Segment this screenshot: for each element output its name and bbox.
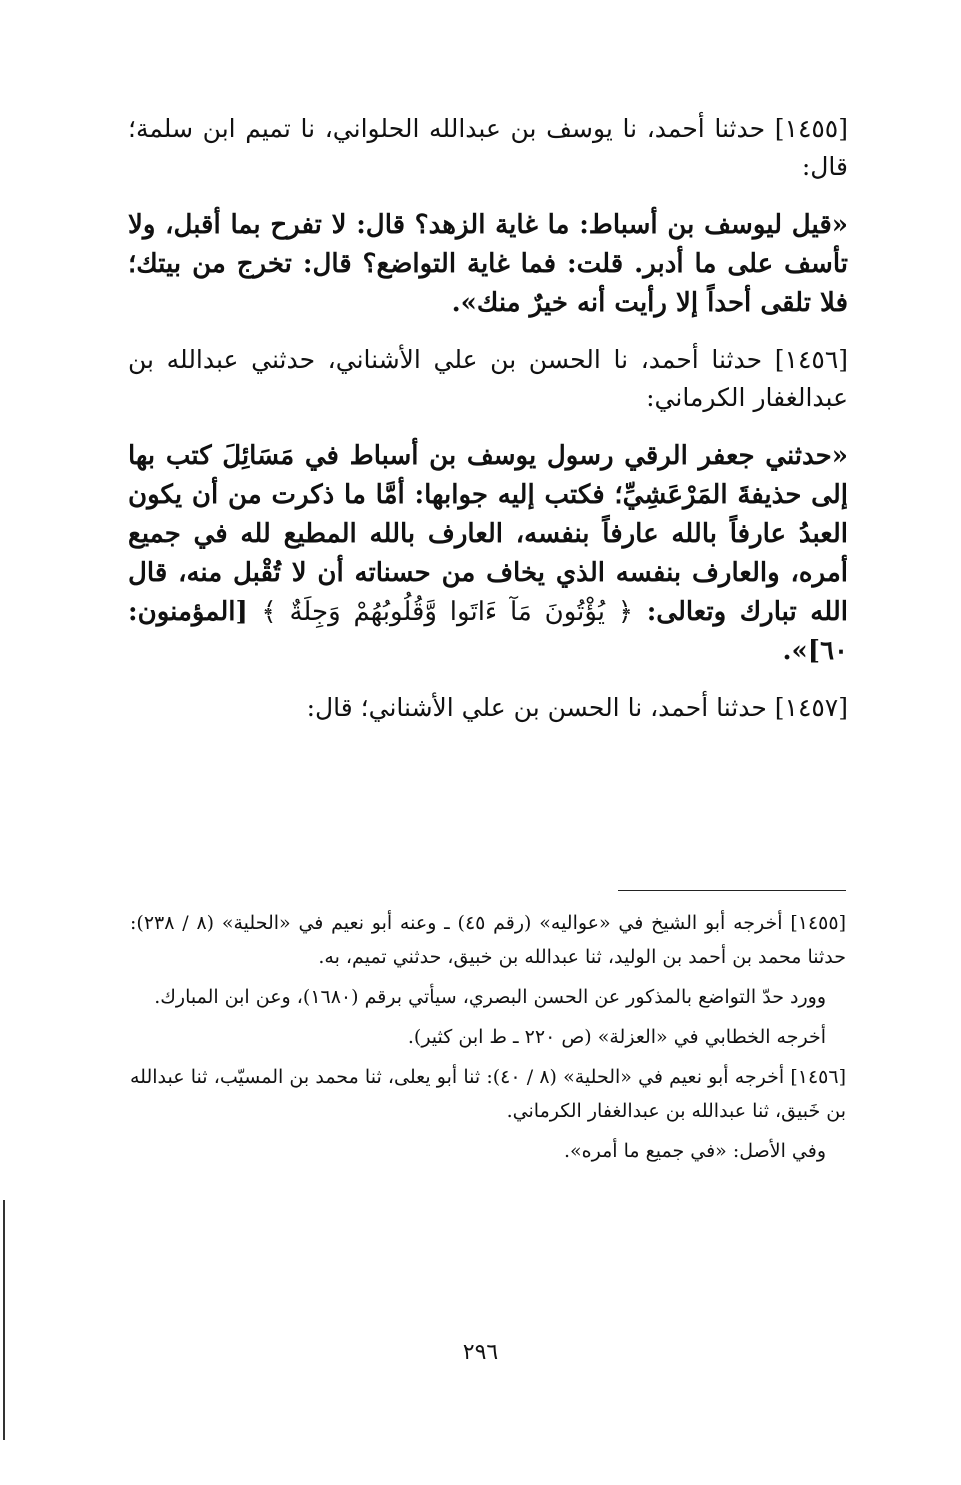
footnote-divider bbox=[618, 890, 846, 891]
quote-1455 bbox=[128, 206, 848, 323]
quran-verse: ﴿ يُؤْتُونَ مَآ ءَاتَوا وَّقُلُوبُهُمْ وَجِلَةٌ ﴾ bbox=[261, 597, 634, 627]
footnote-1456: [١٤٥٦] أخرجه أبو نعيم في «الحلية» (٨ / ٤٠): ثنا أبو يعلى، ثنا محمد بن المسيّب، ثنا عبدالله بن خَبيق، ثنا عبدالله بن عبدالغفار الكرماني. bbox=[130, 1066, 846, 1122]
isnad-text: حدثنا أحمد، نا الحسن بن علي الأشناني؛ قال: bbox=[306, 693, 767, 722]
hadith-number: [١٤٥٦] bbox=[774, 345, 849, 374]
quote-1456 bbox=[128, 437, 848, 671]
page-number: ٢٩٦ bbox=[462, 1340, 499, 1365]
hadith-number: [١٤٥٥] bbox=[774, 114, 848, 143]
narration-1457 bbox=[128, 689, 848, 727]
isnad-text: حدثنا أحمد، نا الحسن بن علي الأشناني، حدثني عبدالله بن عبدالغفار الكرماني: bbox=[128, 345, 848, 412]
narration-1456 bbox=[128, 341, 848, 417]
quote-text: «حدثني جعفر الرقي رسول يوسف بن أسباط في مَسَائِلَ كتب بها إلى حذيفةَ المَرْعَشِيِّ؛ فكتب إليه جوابها: أمَّا ما ذكرت من أن يكون العبدُ عارفاً بالله عارفاً بنفسه، العارف بالله المطيع لله في جميع أمره، والعارف بنفسه الذي يخاف من حسناته أن لا تُقْبل منه، قال الله تبارك وتعالى: bbox=[128, 441, 849, 627]
footnote-note: وفي الأصل: «في جميع ما أمره». bbox=[564, 1140, 826, 1162]
narration-1455 bbox=[128, 110, 848, 186]
verse-citation: [المؤمنون: ٦٠]». bbox=[128, 597, 848, 666]
footnote-1455: [١٤٥٥] أخرجه أبو الشيخ في «عواليه» (رقم ٤٥) ـ وعنه أبو نعيم في «الحلية» (٨ / ٢٣٨): حدثنا محمد بن أحمد بن الوليد، ثنا عبدالله بن خبيق، حدثني تميم، به. bbox=[130, 912, 847, 968]
footnotes bbox=[130, 906, 846, 1174]
footnote-note: وورد حدّ التواضع بالمذكور عن الحسن البصري، سيأتي برقم (١٦٨٠)، وعن ابن المبارك. bbox=[154, 986, 826, 1008]
hadith-number: [١٤٥٧] bbox=[774, 693, 848, 722]
isnad-text: حدثنا أحمد، نا يوسف بن عبدالله الحلواني، نا تميم ابن سلمة؛ قال: bbox=[128, 114, 848, 181]
scan-edge bbox=[3, 1200, 5, 1440]
quote-text: «قيل ليوسف بن أسباط: ما غاية الزهد؟ قال: لا تفرح بما أقبل، ولا تأسف على ما أدبر. قلت: فما غاية التواضع؟ قال: تخرج من بيتك؛ فلا تلقى أحداً إلا رأيت أنه خيرٌ منك». bbox=[128, 210, 848, 318]
footnote-note: أخرجه الخطابي في «العزلة» (ص ٢٢٠ ـ ط ابن كثير). bbox=[407, 1026, 826, 1048]
main-text bbox=[128, 110, 848, 747]
